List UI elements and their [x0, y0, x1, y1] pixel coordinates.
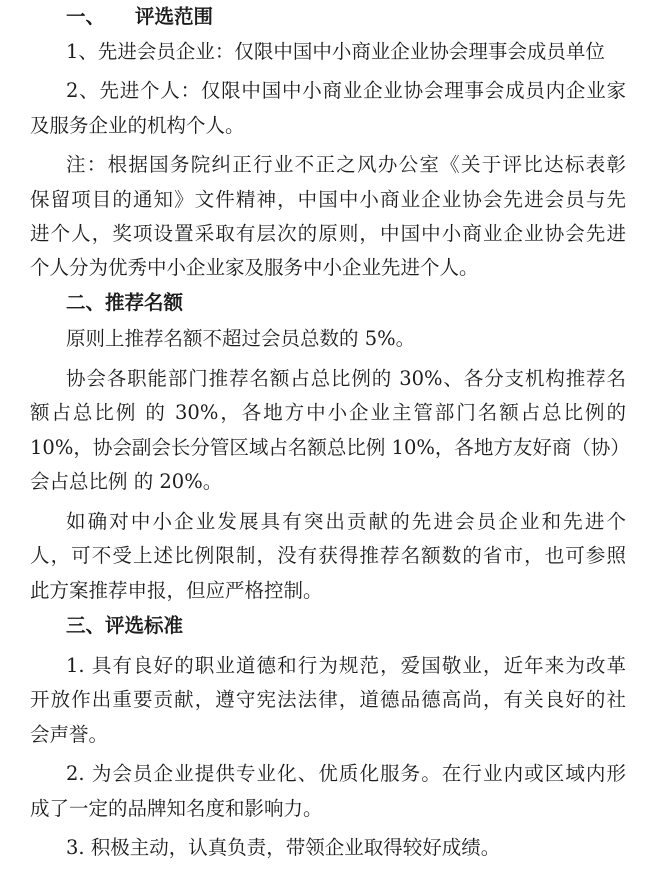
section-heading-criteria: 三、评选标准 [66, 614, 184, 637]
section-number: 一、 [66, 5, 106, 28]
paragraph-line: 2. 为会员企业提供专业化、优质化服务。在行业内或区域内形 [66, 762, 626, 785]
paragraph-line: 注：根据国务院纠正行业不正之风办公室《关于评比达标表彰 [66, 153, 626, 176]
paragraph-line: 3. 积极主动，认真负责，带领企业取得较好成绩。 [66, 836, 501, 859]
paragraph-line: 及服务企业的机构个人。 [30, 114, 245, 137]
section-title: 评选范围 [135, 5, 214, 28]
paragraph-line: 协会各职能部门推荐名额占总比例的 30%、各分支机构推荐名 [66, 367, 626, 390]
paragraph-line: 1. 具有良好的职业道德和行为规范，爱国敬业，近年来为改革 [66, 654, 626, 677]
paragraph-line: 1、先进会员企业：仅限中国中小商业企业协会理事会成员单位 [66, 40, 605, 63]
paragraph-line: 原则上推荐名额不超过会员总数的 5%。 [66, 327, 416, 350]
section-heading-scope [66, 4, 213, 30]
paragraph-line: 进个人，奖项设置采取有层次的原则，中国中小商业企业协会先进 [30, 222, 626, 245]
paragraph-line: 保留项目的通知》文件精神，中国中小商业企业协会先进会员与先 [30, 188, 626, 211]
paragraph-line: 如确对中小企业发展具有突出贡献的先进会员企业和先进个 [66, 510, 626, 533]
paragraph-line: 2、先进个人：仅限中国中小商业企业协会理事会成员内企业家 [66, 79, 626, 102]
paragraph-line: 人，可不受上述比例限制，没有获得推荐名额数的省市，也可参照 [30, 544, 626, 567]
paragraph-line: 额占总比例 的 30%，各地方中小企业主管部门名额占总比例的 [30, 401, 626, 424]
paragraph-line: 10%，协会副会长分管区域占名额总比例 10%，各地方友好商（协） [30, 436, 630, 459]
paragraph-line: 开放作出重要贡献，遵守宪法法律，道德品德高尚，有关良好的社 [30, 688, 626, 711]
paragraph-line: 成了一定的品牌知名度和影响力。 [30, 797, 323, 820]
paragraph-line: 会声誉。 [30, 723, 109, 746]
section-heading-quota: 二、推荐名额 [66, 291, 184, 314]
paragraph-line: 会占总比例 的 20%。 [30, 470, 223, 493]
paragraph-line: 个人分为优秀中小企业家及服务中小企业先进个人。 [30, 256, 479, 279]
paragraph-line: 此方案推荐申报，但应严格控制。 [30, 579, 323, 602]
